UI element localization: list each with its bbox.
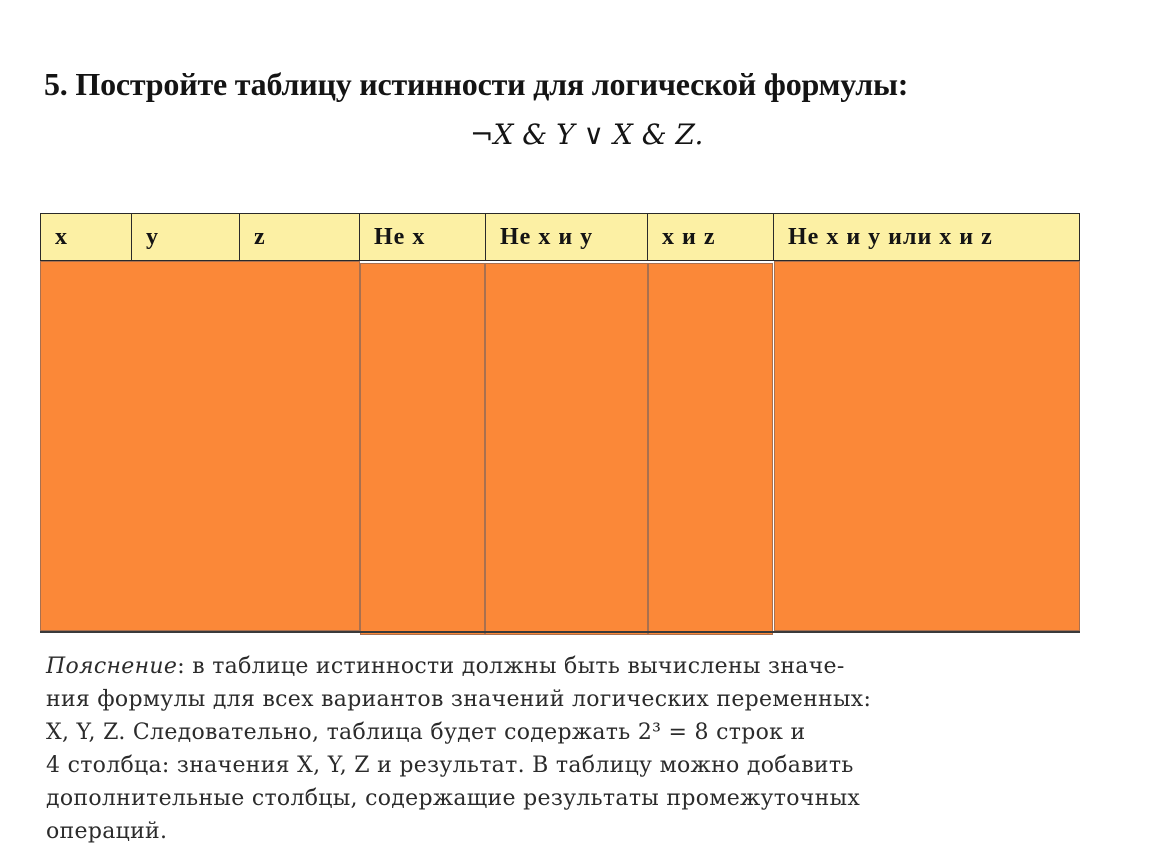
answer-cover-result	[774, 261, 1080, 631]
truth-table-header	[40, 213, 1080, 261]
answer-cover-xyz	[40, 261, 360, 631]
table-bottom-border	[40, 631, 1080, 633]
explanation-label: Пояснение	[46, 654, 178, 679]
explanation-line-5: дополнительные столбцы, содержащие результаты промежуточных	[46, 786, 861, 811]
answer-cover-not-x	[360, 263, 485, 635]
header-x: x	[41, 214, 132, 260]
answer-cover-x-and-z	[648, 263, 773, 635]
explanation-line-6: операций.	[46, 819, 168, 844]
explanation	[46, 650, 1066, 848]
formula: ¬X & Y ∨ X & Z.	[470, 118, 704, 151]
header-not-x: Не x	[360, 214, 486, 260]
explanation-line-4: 4 столбца: значения X, Y, Z и результат. В таблицу можно добавить	[46, 753, 854, 778]
task-title: 5. Постройте таблицу истинности для логической формулы:	[44, 66, 909, 102]
explanation-line-3: X, Y, Z. Следовательно, таблица будет содержать 2³ = 8 строк и	[46, 720, 806, 745]
header-not-x-and-y: Не x и y	[486, 214, 648, 260]
answer-cover-not-x-and-y	[485, 263, 648, 635]
explanation-line-1: Пояснение: в таблице истинности должны быть вычислены значе-	[46, 654, 845, 679]
header-z: z	[240, 214, 360, 260]
explanation-line-2: ния формулы для всех вариантов значений логических переменных:	[46, 687, 872, 712]
header-result: Не x и y или x и z	[788, 224, 993, 250]
header-y: y	[132, 214, 240, 260]
header-x-and-z: x и z	[648, 214, 774, 260]
